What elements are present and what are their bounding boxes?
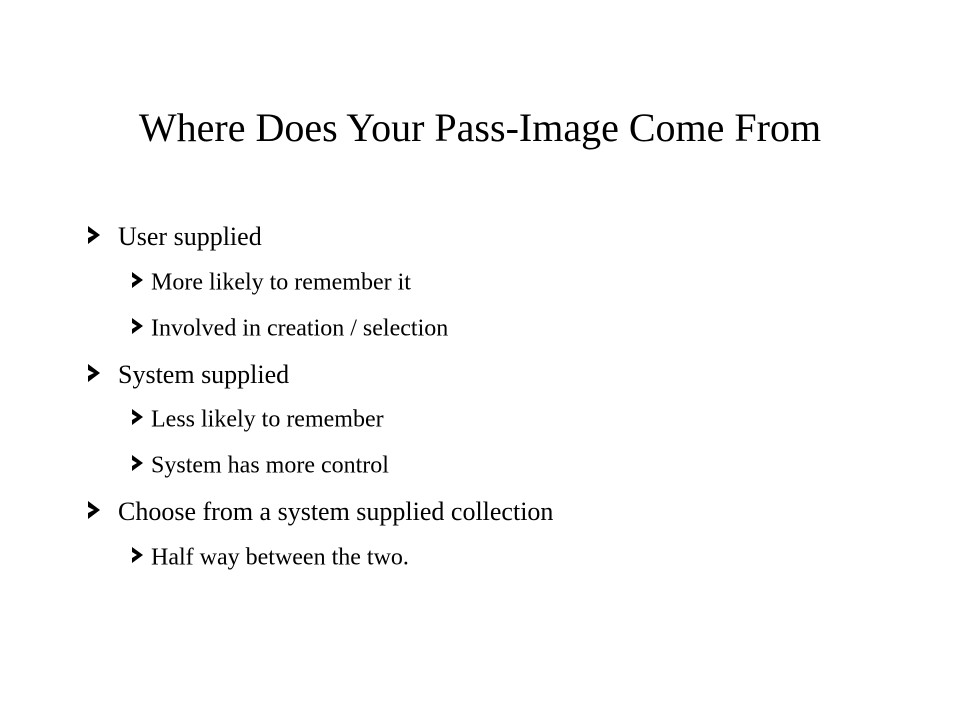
arrowhead-bullet-icon [132, 547, 143, 563]
slide-title: Where Does Your Pass-Image Come From [138, 105, 822, 150]
arrowhead-bullet-icon [132, 272, 143, 288]
bullet-item [88, 220, 262, 252]
bullet-text: User supplied [118, 222, 262, 252]
sub-bullet-text: More likely to remember it [151, 269, 411, 296]
arrowhead-bullet-icon [88, 364, 100, 382]
arrowhead-bullet-icon [88, 501, 100, 519]
bullet-item [88, 358, 289, 390]
arrowhead-bullet-icon [132, 455, 143, 471]
arrowhead-bullet-icon [132, 318, 143, 334]
sub-bullet-item [132, 312, 448, 343]
bullet-item [88, 495, 553, 527]
sub-bullet-text: Involved in creation / selection [151, 315, 449, 342]
bullet-text: Choose from a system supplied collection [118, 497, 554, 527]
sub-bullet-item [132, 403, 384, 434]
bullet-text: System supplied [118, 360, 290, 390]
sub-bullet-item [132, 266, 411, 297]
sub-bullet-text: System has more control [151, 452, 389, 479]
sub-bullet-item [132, 541, 409, 572]
arrowhead-bullet-icon [88, 226, 100, 244]
arrowhead-bullet-icon [132, 409, 143, 425]
sub-bullet-text: Half way between the two. [151, 544, 409, 571]
sub-bullet-item [132, 449, 389, 480]
sub-bullet-text: Less likely to remember [151, 406, 384, 433]
